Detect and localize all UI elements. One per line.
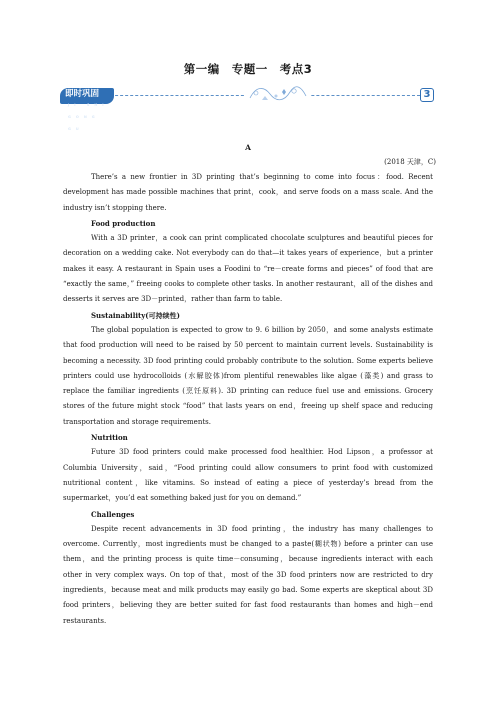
paragraph-sustainability: The global population is expected to grow to 9. 6 billion by 2050，and some analysts estimate that food production will need to be raised by 50 percent to maintain current levels. Sustainability is becoming a necessity. 3D food printing could probably contribute to the solution. Some experts believe printers could use hydrocolloids (水解胶体)from plentiful renewables like algae (藻类) and grass to replace the familiar ingredients (烹饪原料). 3D printing can reduce fuel use and emissions. Grocery stores of the future might stock “food” that lasts years on end，freeing up shelf space and reducing transportation and storage requirements. — [63, 325, 433, 426]
paragraph-challenges: Despite recent advancements in 3D food printing，the industry has many challenges to overcome. Currently，most ingredients must be changed to a paste(糊状物) before a printer can use them，and the printing process is quite time－consuming，because ingredients interact with each other in very complex ways. On top of that，most of the 3D food printers now are restricted to dry ingredients，because meat and milk products may easily go bad. Some experts are skeptical about 3D food printers，believing they are better suited for fast food restaurants than homes and high－end restaurants. — [63, 524, 433, 625]
heading-food-production: Food production — [91, 218, 156, 228]
passage-letter: A — [245, 143, 251, 152]
heading-sustainability: Sustainability(可持续性) — [91, 310, 180, 320]
decorative-ornament-icon — [242, 84, 312, 106]
paragraph-food-production: With a 3D printer，a cook can print complicated chocolate sculptures and beautiful pieces for decoration on a wedding cake. Not everybody can do that—it takes years of experience，but a printer makes it easy. A restaurant in Spain uses a Foodini to “re－create forms and pieces” of food that are “exactly the same，” freeing cooks to complete other tasks. In another restaurant，all of the dishes and desserts it serves are 3D－printed，rather than farm to table. — [63, 234, 433, 304]
paragraph-nutrition: Future 3D food printers could make processed food healthier. Hod Lipson，a professor at Columbia University，said，“Food printing could allow consumers to print food with customized nutritional content，like vitamins. So instead of eating a piece of yesterday’s bread from the supermarket，you’d eat something baked just for you on demand.” — [63, 448, 433, 503]
passage-body — [63, 170, 433, 629]
section-banner — [60, 86, 434, 131]
page-title: 第一编 专题一 考点3 — [183, 62, 313, 76]
banner-number: 3 — [420, 88, 434, 102]
banner-label: 即时巩固 — [65, 89, 100, 99]
passage-source: (2018 天津，C) — [384, 158, 436, 166]
heading-nutrition: Nutrition — [91, 433, 128, 443]
intro-paragraph: There’s a new frontier in 3D printing that’s beginning to come into focus：food. Recent development has made possible machines that print，cook，and serve foods on a mass scale. And the industry isn’t stopping there. — [63, 173, 433, 212]
heading-challenges: Challenges — [91, 509, 135, 519]
banner-badge — [60, 88, 114, 131]
banner-sublabel: JI SHI GONG GU — [68, 103, 109, 131]
